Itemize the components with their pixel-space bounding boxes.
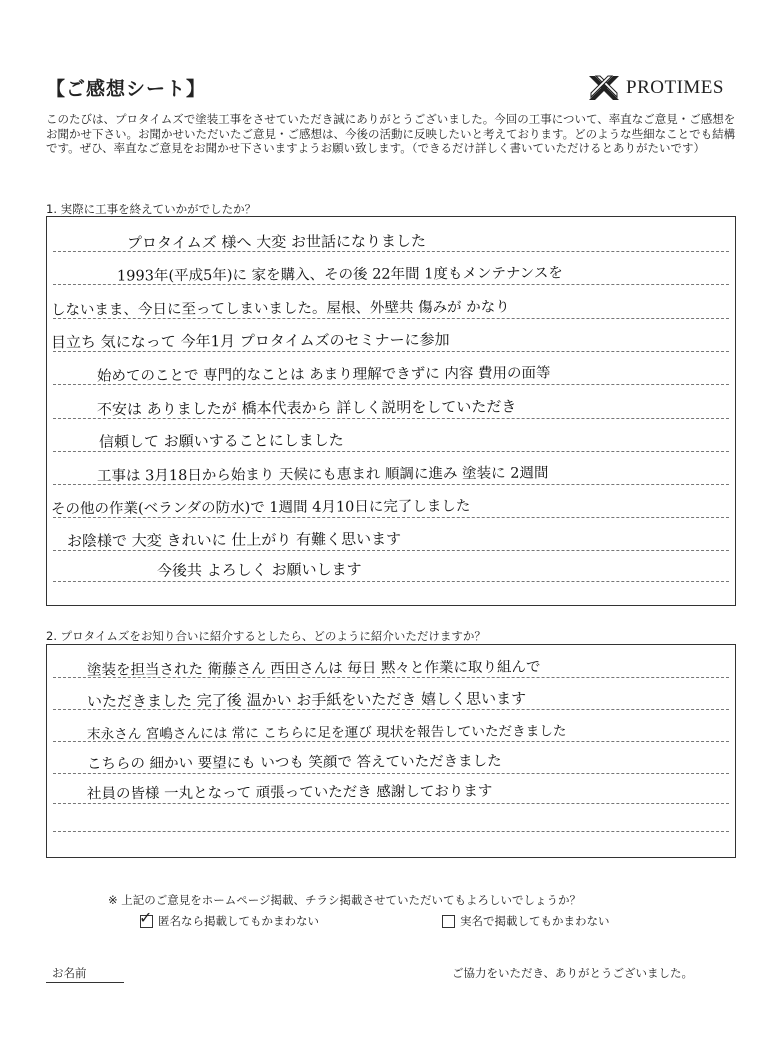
answer-2-line: こちらの 細かい 要望にも いつも 笑顔で 答えていただきました [86, 753, 502, 773]
answer-2-box[interactable] [46, 644, 736, 858]
anonymous-checkbox[interactable] [139, 907, 153, 928]
check-mark-icon: ✓ [139, 907, 153, 927]
answer-1-line: 不安は ありましたが 橋本代表から 詳しく説明をしていただき [96, 397, 517, 419]
option-realname-label: 実名で掲載してもかまわない [460, 914, 610, 928]
brand-logo [586, 70, 736, 106]
option-anonymous[interactable] [139, 907, 319, 929]
answer-1-line: プロタイムズ 様へ 大変 お世話になりました [126, 231, 427, 253]
option-anonymous-label: 匿名なら掲載してもかまわない [158, 914, 319, 928]
answer-2-line: いただきました 完了後 温かい お手紙をいただき 嬉しく思います [86, 689, 527, 711]
answer-2-line: 塗装を担当された 衛藤さん 西田さんは 毎日 黙々と作業に取り組んで [86, 659, 541, 679]
answer-1-line: 今後共 よろしく お願いします [156, 560, 362, 580]
answer-2-line: 末永さん 宮嶋さんには 常に こちらに足を運び 現状を報告していただきました [86, 723, 567, 743]
answer-1-box[interactable] [46, 216, 736, 606]
realname-checkbox[interactable] [442, 915, 455, 928]
publish-note: ※ 上記のご意見をホームページ掲載、チラシ掲載させていただいてもよろしいでしょうか？ [108, 893, 582, 907]
option-realname[interactable] [442, 913, 610, 929]
answer-1-line: その他の作業(ベランダの防水)で 1週間 4月10日に完了しました [50, 498, 471, 518]
protimes-x-logo-icon [586, 73, 622, 103]
brand-name: PROTIMES [626, 77, 724, 98]
answer-1-line: 1993年(平成5年)に 家を購入、その後 22年間 1度もメンテナンスを [116, 265, 563, 285]
question-2-label: 2. プロタイムズをお知り合いに紹介するとしたら、どのように紹介いただけますか？ [46, 629, 486, 643]
answer-1-line: 目立ち 気になって 今年1月 プロタイムズのセミナーに参加 [50, 330, 450, 352]
question-1-label: 1. 実際に工事を終えていかがでしたか？ [46, 202, 257, 216]
answer-1-line: しないまま、今日に至ってしまいました。屋根、外壁共 傷みが かなり [50, 299, 510, 319]
name-field[interactable] [46, 982, 124, 983]
page-title: 【ご感想シート】 [46, 78, 207, 100]
answer-1-line: お陰様で 大変 きれいに 仕上がり 有難く思います [66, 529, 402, 551]
thanks-text: ご協力をいただき、ありがとうございました。 [452, 966, 694, 980]
answer-1-line: 始めてのことで 専門的なことは あまり理解できずに 内容 費用の面等 [96, 365, 551, 385]
answer-2-line: 社員の皆様 一丸となって 頑張っていただき 感謝しております [86, 783, 493, 803]
intro-text: このたびは、プロタイムズで塗装工事をさせていただき誠にありがとうございました。今回の工事について、率直なご意見・ご感想をお聞かせ下さい。お聞かせいただいたご意見・ご感想は、今後の活動に反映したいと考えております。どのような些細なことでも結構です。ぜひ、率直なご意見をお聞かせ下さいますようお願い致します。（できるだけ詳しく書いていただけるとありがたいです） [46, 112, 736, 155]
answer-1-line: 工事は 3月18日から始まり 天候にも恵まれ 順調に進み 塗装に 2週間 [96, 465, 549, 485]
answer-1-line: 信頼して お願いすることにしました [98, 431, 344, 451]
name-field-label: お名前 [52, 966, 87, 980]
